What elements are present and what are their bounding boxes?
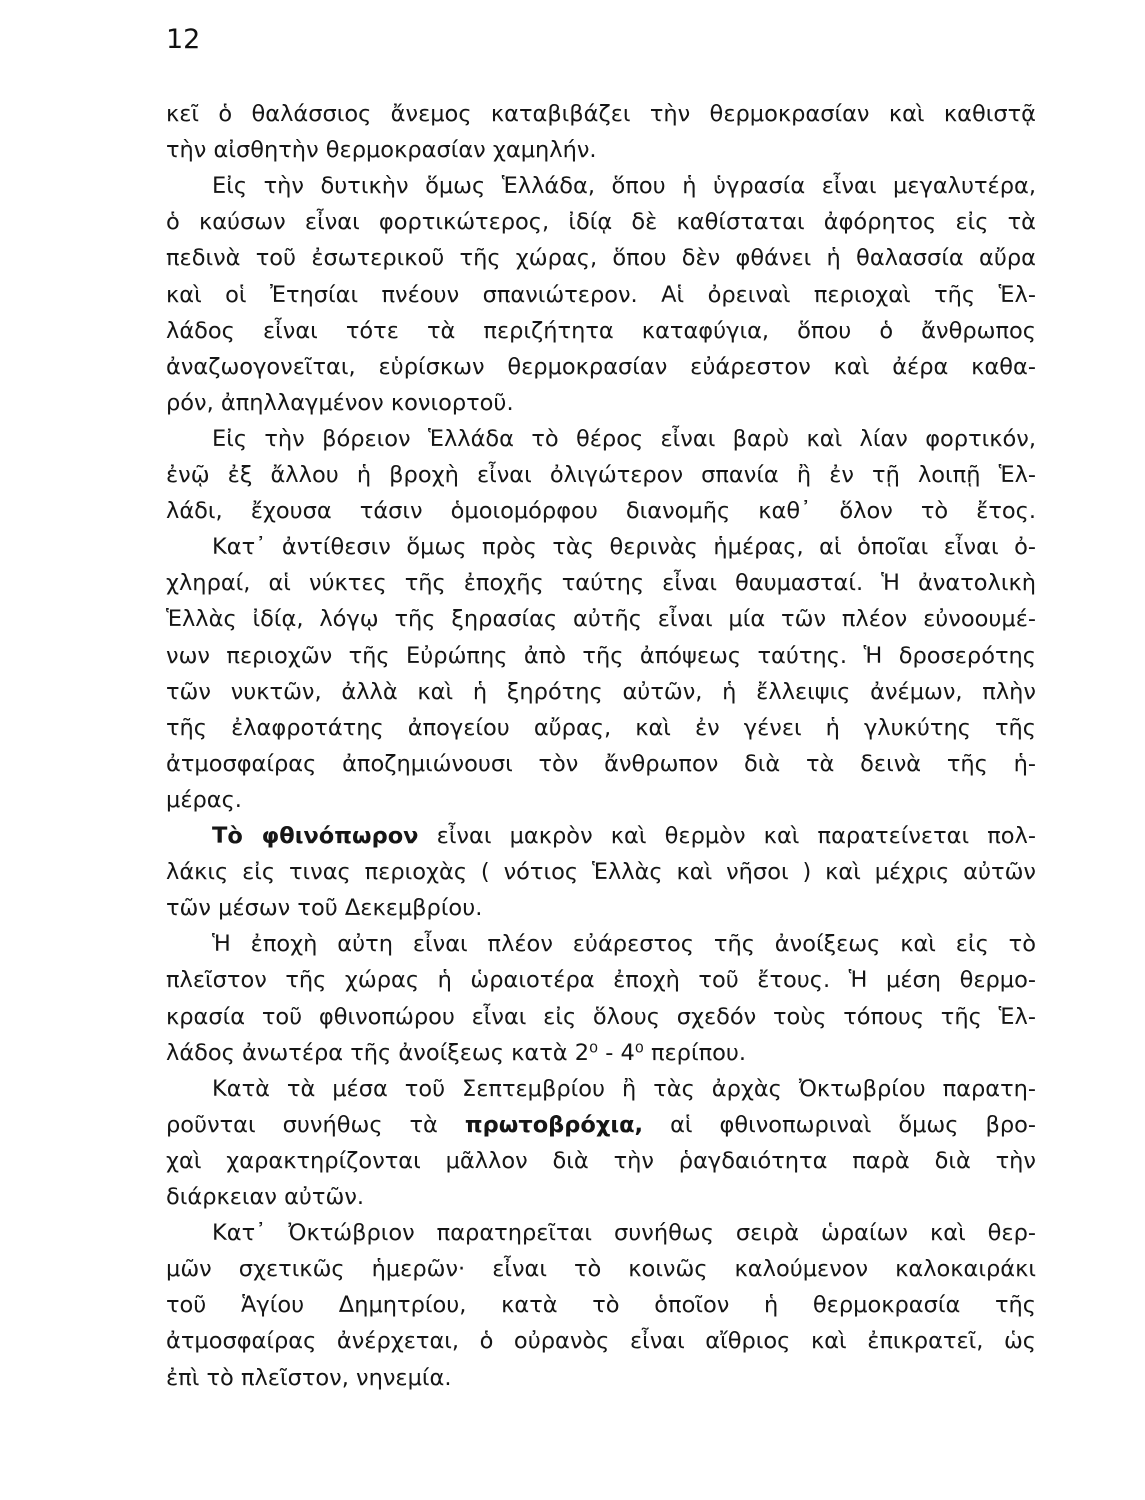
- text-line-content: ἀναζωογονεῖται, εὑρίσκων θερμοκρασίαν εὐάρεστον καὶ ἀέρα καθα-: [166, 354, 1036, 380]
- text-line-content: ἐπὶ τὸ πλεῖστον, νηνεμία.: [166, 1365, 452, 1391]
- text-line-content: Κατ᾽ Ὀκτώβριον παρατηρεῖται συνήθως σειρὰ ὡραίων καὶ θερ-: [212, 1220, 1036, 1246]
- text-line-content: κρασία τοῦ φθινοπώρου εἶναι εἰς ὅλους σχεδόν τοὺς τόπους τῆς Ἑλ-: [166, 1004, 1036, 1030]
- text-line: [0, 854, 1145, 890]
- text-line: [0, 1035, 1145, 1071]
- text-line: [0, 818, 1145, 854]
- text-line-content: τῶν νυκτῶν, ἀλλὰ καὶ ἡ ξηρότης αὐτῶν, ἡ ἔλλειψις ἀνέμων, πλὴν: [166, 679, 1036, 705]
- text-line: [0, 1360, 1145, 1396]
- text-line-content: τοῦ Ἁγίου Δημητρίου, κατὰ τὸ ὁποῖον ἡ θερμοκρασία τῆς: [166, 1292, 1036, 1318]
- text-line-content: χαὶ χαρακτηρίζονται μᾶλλον διὰ τὴν ῥαγδαιότητα παρὰ διὰ τὴν: [166, 1148, 1036, 1174]
- text-line-content: νων περιοχῶν τῆς Εὐρώπης ἀπὸ τῆς ἀπόψεως ταύτης. Ἡ δροσερότης: [166, 643, 1036, 669]
- text-line: [0, 962, 1145, 998]
- text-line-content: [166, 1107, 1036, 1143]
- text-line: [0, 96, 1145, 132]
- text-line: [0, 313, 1145, 349]
- text-line: [0, 349, 1145, 385]
- text-run: εἶναι μακρὸν καὶ θερμὸν καὶ παρατείνεται πολ-: [418, 823, 1036, 849]
- text-line: [0, 1215, 1145, 1251]
- text-line-content: Κατὰ τὰ μέσα τοῦ Σεπτεμβρίου ἢ τὰς ἀρχὰς Ὀκτωβρίου παρατη-: [212, 1076, 1036, 1102]
- text-line-content: μῶν σχετικῶς ἡμερῶν· εἶναι τὸ κοινῶς καλούμενον καλοκαιράκι: [166, 1256, 1036, 1282]
- text-line: [0, 1143, 1145, 1179]
- text-line-content: ἀτμοσφαίρας ἀποζημιώνουσι τὸν ἄνθρωπον διὰ τὰ δεινὰ τῆς ἡ-: [166, 751, 1036, 777]
- text-line-content: Εἰς τὴν βόρειον Ἑλλάδα τὸ θέρος εἶναι βαρὺ καὶ λίαν φορτικόν,: [212, 426, 1036, 452]
- text-line-content: λάδος ἀνωτέρα τῆς ἀνοίξεως κατὰ 2⁰ - 4⁰ περίπου.: [166, 1040, 747, 1066]
- text-line: [0, 638, 1145, 674]
- text-line: [0, 168, 1145, 204]
- text-line-content: ἐνῷ ἐξ ἄλλου ἡ βροχὴ εἶναι ὀλιγώτερον σπανία ἢ ἐν τῇ λοιπῇ Ἑλ-: [166, 462, 1036, 488]
- text-run: ροῦνται συνήθως τὰ: [166, 1112, 465, 1138]
- text-line-content: Ἡ ἐποχὴ αὐτη εἶναι πλέον εὐάρεστος τῆς ἀνοίξεως καὶ εἰς τὸ: [212, 931, 1036, 957]
- text-line: [0, 926, 1145, 962]
- text-line-content: Εἰς τὴν δυτικὴν ὅμως Ἑλλάδα, ὅπου ἡ ὑγρασία εἶναι μεγαλυτέρα,: [212, 173, 1036, 199]
- text-line: [0, 746, 1145, 782]
- text-line-content: ρόν, ἀπηλλαγμένον κονιορτοῦ.: [166, 390, 514, 416]
- text-line: [0, 1287, 1145, 1323]
- text-line-content: τῶν μέσων τοῦ Δεκεμβρίου.: [166, 895, 483, 921]
- text-line: [0, 1107, 1145, 1143]
- text-line: [0, 1179, 1145, 1215]
- text-line-content: τῆς ἐλαφροτάτης ἀπογείου αὔρας, καὶ ἐν γένει ἡ γλυκύτης τῆς: [166, 715, 1036, 741]
- text-line: [0, 529, 1145, 565]
- text-line-content: πλεῖστον τῆς χώρας ἡ ὡραιοτέρα ἐποχὴ τοῦ ἔτους. Ἡ μέση θερμο-: [166, 967, 1036, 993]
- text-line-content: ὁ καύσων εἶναι φορτικώτερος, ἰδίᾳ δὲ καθίσταται ἀφόρητος εἰς τὰ: [166, 209, 1036, 235]
- text-line-content: κεῖ ὁ θαλάσσιος ἄνεμος καταβιβάζει τὴν θερμοκρασίαν καὶ καθιστᾷ: [166, 101, 1036, 127]
- text-line-content: [212, 818, 1036, 854]
- text-run: αἱ φθινοπωριναὶ ὅμως βρο-: [643, 1112, 1036, 1138]
- text-line: [0, 385, 1145, 421]
- text-line-content: τὴν αἰσθητὴν θερμοκρασίαν χαμηλήν.: [166, 137, 597, 163]
- bold-term: Τὸ φθινόπωρον: [212, 823, 419, 849]
- text-line-content: Ἑλλὰς ἰδίᾳ, λόγῳ τῆς ξηρασίας αὐτῆς εἶναι μία τῶν πλέον εὐνοουμέ-: [166, 606, 1036, 632]
- text-line: [0, 565, 1145, 601]
- text-line: [0, 132, 1145, 168]
- text-line: [0, 674, 1145, 710]
- text-line-content: Κατ᾽ ἀντίθεσιν ὅμως πρὸς τὰς θερινὰς ἡμέρας, αἱ ὁποῖαι εἶναι ὀ-: [212, 534, 1036, 560]
- text-line-content: μέρας.: [166, 787, 242, 813]
- text-line: [0, 493, 1145, 529]
- text-line: [0, 204, 1145, 240]
- text-line: [0, 421, 1145, 457]
- text-line-content: καὶ οἱ Ἐτησίαι πνέουν σπανιώτερον. Αἱ ὀρειναὶ περιοχαὶ τῆς Ἑλ-: [166, 282, 1036, 308]
- text-line-content: χληραί, αἱ νύκτες τῆς ἐποχῆς ταύτης εἶναι θαυμασταί. Ἡ ἀνατολικὴ: [166, 570, 1036, 596]
- text-line-content: ἀτμοσφαίρας ἀνέρχεται, ὁ οὐρανὸς εἶναι αἴθριος καὶ ἐπικρατεῖ, ὡς: [166, 1328, 1036, 1354]
- text-line: [0, 710, 1145, 746]
- text-line: [0, 1251, 1145, 1287]
- text-line: [0, 601, 1145, 637]
- bold-term: πρωτοβρόχια,: [464, 1112, 644, 1138]
- text-line: [0, 1323, 1145, 1359]
- page-number: 12: [166, 24, 201, 55]
- text-line-content: λάκις εἰς τινας περιοχὰς ( νότιος Ἑλλὰς καὶ νῆσοι ) καὶ μέχρις αὐτῶν: [166, 859, 1036, 885]
- text-line: [0, 890, 1145, 926]
- text-line-content: πεδινὰ τοῦ ἐσωτερικοῦ τῆς χώρας, ὅπου δὲν φθάνει ἡ θαλασσία αὔρα: [166, 245, 1036, 271]
- text-line-content: λάδι, ἔχουσα τάσιν ὁμοιομόρφου διανομῆς καθ᾽ ὅλον τὸ ἔτος.: [166, 498, 1036, 524]
- text-line: [0, 999, 1145, 1035]
- text-line: [0, 782, 1145, 818]
- text-line: [0, 277, 1145, 313]
- text-line: [0, 240, 1145, 276]
- text-line: [0, 1071, 1145, 1107]
- text-line: [0, 457, 1145, 493]
- text-line-content: διάρκειαν αὐτῶν.: [166, 1184, 365, 1210]
- text-line-content: λάδος εἶναι τότε τὰ περιζήτητα καταφύγια, ὅπου ὁ ἄνθρωπος: [166, 318, 1036, 344]
